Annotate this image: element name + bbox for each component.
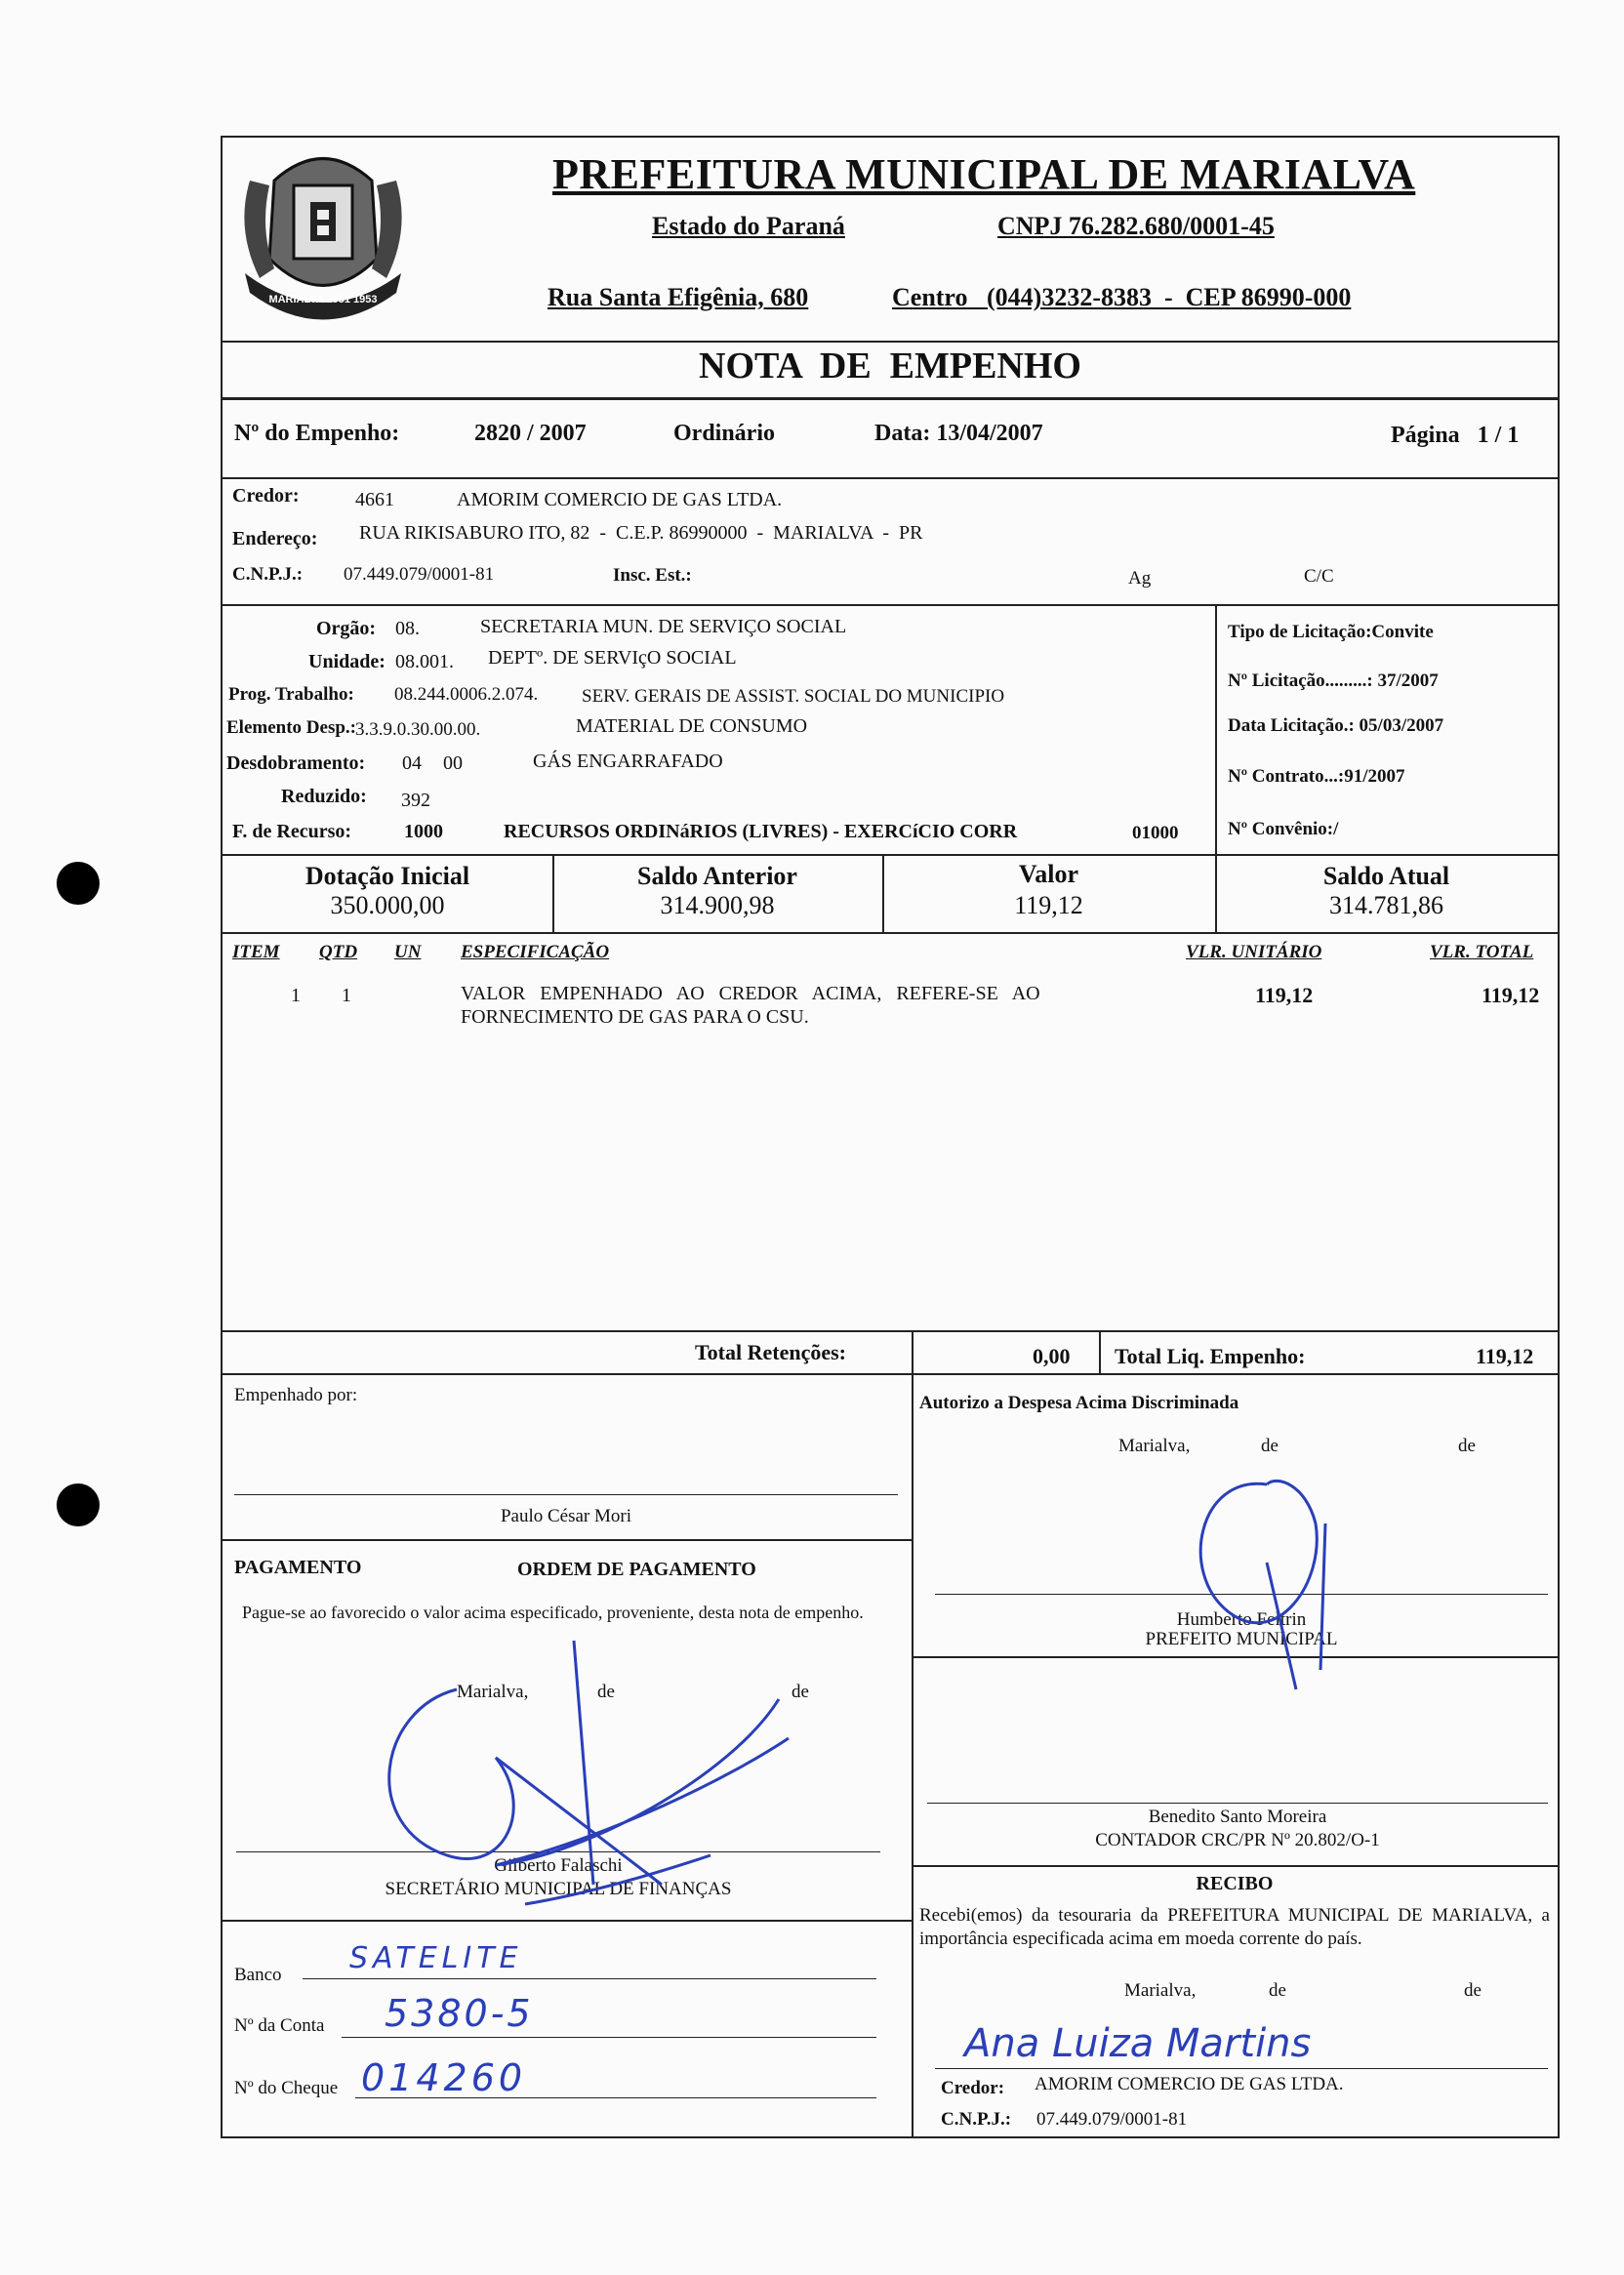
orgao-name: SECRETARIA MUN. DE SERVIÇO SOCIAL (480, 616, 847, 637)
liquido-value: 119,12 (1476, 1344, 1534, 1368)
punch-hole-bottom (57, 1483, 100, 1526)
liquido-label: Total Liq. Empenho: (1115, 1344, 1306, 1368)
credor-name: AMORIM COMERCIO DE GAS LTDA. (457, 489, 783, 510)
empenhado-name: Paulo César Mori (500, 1506, 632, 1526)
col-total-header: VLR. TOTAL (1430, 942, 1534, 962)
reduzido-label: Reduzido: (281, 786, 367, 807)
insc-est-label: Insc. Est.: (613, 565, 692, 586)
cnpj-label-creditor: C.N.P.J.: (232, 564, 304, 585)
orgao-label: Orgão: (316, 618, 377, 639)
seal-text: MARIALVA 1951 1953 (268, 294, 378, 305)
unidade-code: 08.001. (395, 651, 454, 672)
page-number: Página 1 / 1 (1391, 423, 1520, 448)
item-spec-line-2: FORNECIMENTO DE GAS PARA O CSU. (461, 1006, 809, 1028)
recibo-label: RECIBO (1196, 1873, 1274, 1894)
recibo-de-1: de (1269, 1980, 1286, 2001)
contact-label: Centro (044)3232-8383 - CEP 86990-000 (892, 283, 1352, 311)
recibo-credor-name: AMORIM COMERCIO DE GAS LTDA. (1035, 2074, 1344, 2094)
desdobramento-code-2: 00 (443, 752, 463, 774)
dotacao-label: Dotação Inicial (304, 862, 470, 890)
empenho-type: Ordinário (673, 421, 776, 446)
pagamento-de-1: de (597, 1682, 615, 1702)
recibo-marialva: Marialva, (1124, 1980, 1197, 2001)
recibo-de-2: de (1464, 1980, 1482, 2001)
autorizo-de-2: de (1458, 1436, 1476, 1456)
recibo-cnpj-label: C.N.P.J.: (941, 2109, 1012, 2130)
item-spec-line-1: VALOR EMPENHADO AO CREDOR ACIMA, REFERE-SE AO (461, 983, 1040, 1004)
municipal-seal-icon (230, 142, 416, 346)
item-total-value: 119,12 (1482, 983, 1540, 1007)
cheque-label: Nº do Cheque (234, 2078, 339, 2098)
orgao-code: 08. (395, 618, 420, 639)
recibo-text: Recebi(emos) da tesouraria da PREFEITURA MUNICIPAL DE MARIALVA, a importância especificada acima em moeda corrente do país. (919, 1905, 1550, 1949)
item-qtd: 1 (342, 985, 351, 1006)
secretario-name: Gilberto Falaschi (494, 1855, 623, 1876)
credor-code: 4661 (355, 489, 394, 510)
saldo-anterior-value: 314.900,98 (660, 891, 775, 919)
elemento-name: MATERIAL DE CONSUMO (576, 715, 808, 737)
prefeitura-title: PREFEITURA MUNICIPAL DE MARIALVA (552, 150, 1416, 198)
contador-name: Benedito Santo Moreira (1148, 1807, 1327, 1827)
desdobramento-name: GÁS ENGARRAFADO (533, 751, 723, 772)
pagamento-de-2: de (792, 1682, 809, 1702)
contador-title: CONTADOR CRC/PR Nº 20.802/O-1 (1095, 1830, 1380, 1850)
convenio-numero: Nº Convênio:/ (1228, 819, 1339, 839)
unidade-label: Unidade: (308, 651, 386, 672)
pagamento-marialva: Marialva, (457, 1682, 529, 1702)
reduzido-value: 392 (401, 790, 430, 811)
licitacao-numero: Nº Licitação.........: 37/2007 (1228, 670, 1439, 691)
contrato-numero: Nº Contrato...:91/2007 (1228, 766, 1405, 787)
street-label: Rua Santa Efigênia, 680 (548, 283, 809, 311)
retencoes-value: 0,00 (1033, 1344, 1071, 1368)
secretario-title: SECRETÁRIO MUNICIPAL DE FINANÇAS (385, 1879, 732, 1899)
banco-label: Banco (234, 1965, 282, 1985)
pague-text: Pague-se ao favorecido o valor acima especificado, proveniente, desta nota de empenho. (242, 1603, 864, 1622)
credor-label: Credor: (232, 485, 300, 507)
creditor-cnpj: 07.449.079/0001-81 (344, 564, 495, 585)
credor-signature: Ana Luiza Martins (964, 2021, 1312, 2066)
secretario-signature (340, 1631, 847, 1943)
item-unit-value: 119,12 (1255, 983, 1314, 1007)
licitacao-data: Data Licitação.: 05/03/2007 (1228, 715, 1444, 736)
recurso-extra: 01000 (1132, 823, 1179, 843)
nota-de-empenho-document (221, 136, 1560, 2138)
recurso-name: RECURSOS ORDINáRIOS (LIVRES) - EXERCíCIO CORR (504, 821, 1018, 842)
cc-label: C/C (1304, 566, 1334, 587)
licitacao-tipo: Tipo de Licitação:Convite (1228, 622, 1434, 642)
prog-name: SERV. GERAIS DE ASSIST. SOCIAL DO MUNICIPIO (582, 686, 1005, 707)
col-qtd-header: QTD (319, 942, 358, 962)
autorizo-label: Autorizo a Despesa Acima Discriminada (919, 1393, 1239, 1413)
empenho-label: Nº do Empenho: (234, 421, 400, 446)
retencoes-label: Total Retenções: (695, 1340, 846, 1364)
empenhado-label: Empenhado por: (234, 1385, 358, 1405)
saldo-atual-value: 314.781,86 (1329, 891, 1443, 919)
ag-label: Ag (1128, 568, 1152, 589)
desdobramento-label: Desdobramento: (226, 752, 366, 774)
state-label: Estado do Paraná (652, 212, 845, 240)
valor-value: 119,12 (1014, 891, 1083, 919)
prefeito-signature (1159, 1465, 1374, 1699)
recurso-label: F. de Recurso: (232, 821, 352, 842)
autorizo-marialva: Marialva, (1118, 1436, 1191, 1456)
dotacao-value: 350.000,00 (330, 891, 445, 919)
empenho-number: 2820 / 2007 (474, 421, 587, 446)
recurso-code: 1000 (404, 821, 443, 842)
cnpj-label: CNPJ 76.282.680/0001-45 (997, 212, 1275, 240)
saldo-anterior-label: Saldo Anterior (637, 862, 797, 890)
empenho-date: Data: 13/04/2007 (874, 421, 1043, 446)
punch-hole-top (57, 862, 100, 905)
recibo-cnpj-value: 07.449.079/0001-81 (1036, 2109, 1188, 2130)
conta-label: Nº da Conta (234, 2015, 325, 2036)
cheque-value: 014260 (361, 2056, 527, 2099)
col-un-header: UN (394, 942, 422, 962)
ordem-pagamento-label: ORDEM DE PAGAMENTO (517, 1559, 756, 1580)
prog-code: 08.244.0006.2.074. (394, 684, 539, 705)
autorizo-de-1: de (1261, 1436, 1279, 1456)
elemento-label: Elemento Desp.: (226, 717, 356, 738)
prefeito-title: PREFEITO MUNICIPAL (1145, 1629, 1338, 1649)
item-number: 1 (291, 985, 301, 1006)
recibo-credor-label: Credor: (941, 2078, 1005, 2098)
prefeito-name: Humberto Feltrin (1176, 1609, 1307, 1630)
prog-label: Prog. Trabalho: (228, 684, 354, 705)
unidade-name: DEPTº. DE SERVIçO SOCIAL (488, 647, 737, 669)
banco-value: SATELITE (349, 1941, 523, 1975)
col-spec-header: ESPECIFICAÇÃO (461, 942, 610, 962)
conta-value: 5380-5 (385, 1992, 534, 2035)
desdobramento-code-1: 04 (402, 752, 422, 774)
valor-label: Valor (1018, 860, 1079, 888)
saldo-atual-label: Saldo Atual (1322, 862, 1450, 890)
document-title: NOTA DE EMPENHO (699, 345, 1081, 386)
endereco-label: Endereço: (232, 528, 318, 549)
elemento-code: 3.3.9.0.30.00.00. (355, 719, 481, 740)
col-unit-header: VLR. UNITÁRIO (1186, 942, 1322, 962)
col-item-header: ITEM (232, 942, 280, 962)
endereco-value: RUA RIKISABURO ITO, 82 - C.E.P. 86990000 - MARIALVA - PR (359, 522, 923, 544)
pagamento-label: PAGAMENTO (234, 1557, 362, 1578)
